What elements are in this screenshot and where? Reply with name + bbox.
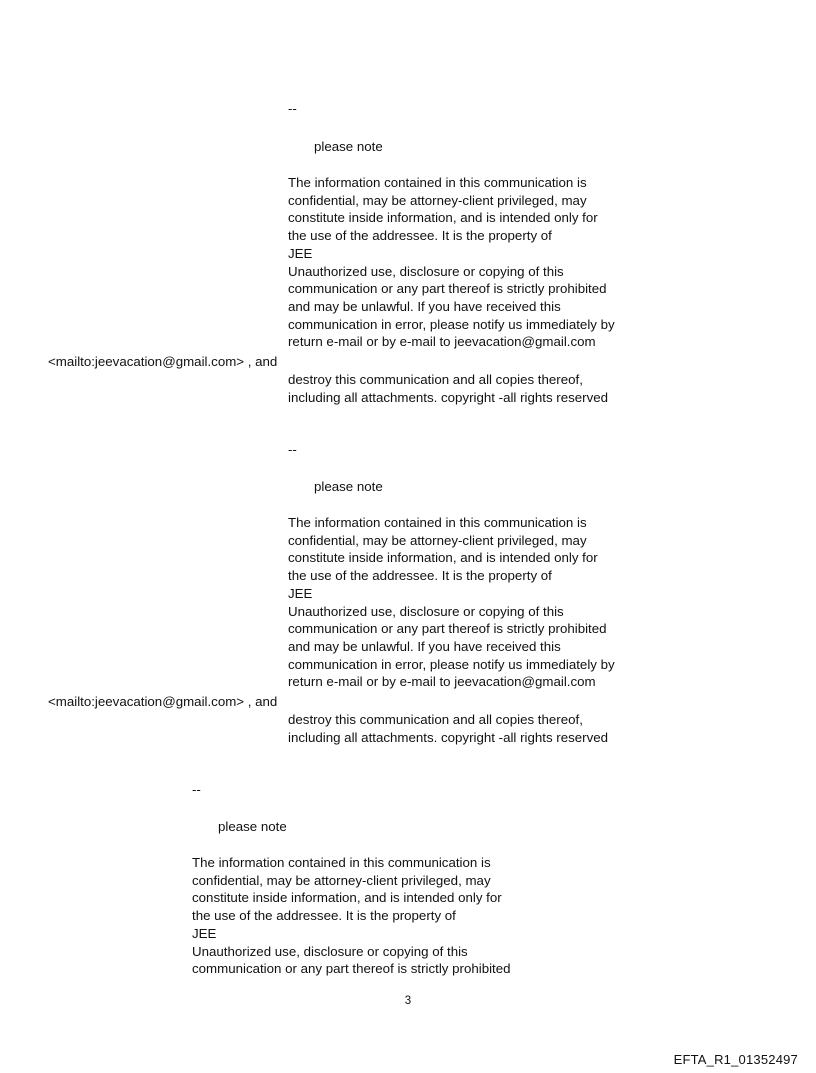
mailto-link-2[interactable]: <mailto:jeevacation@gmail.com> , and bbox=[48, 694, 278, 709]
disclaimer-line: communication or any part thereof is strictly prohibited bbox=[192, 961, 511, 977]
separator-3: -- bbox=[192, 782, 201, 797]
disclaimer-line: and may be unlawful. If you have received this bbox=[288, 298, 561, 314]
disclaimer-line: return e-mail or by e-mail to jeevacation@gmail.com bbox=[288, 674, 596, 690]
disclaimer-body-3 bbox=[192, 854, 511, 978]
mailto-link-1[interactable]: <mailto:jeevacation@gmail.com> , and bbox=[48, 354, 278, 369]
page-number: 3 bbox=[404, 995, 412, 1007]
disclaimer-line: The information contained in this communication is bbox=[288, 515, 587, 530]
disclaimer-line: constitute inside information, and is intended only for bbox=[288, 550, 598, 566]
disclaimer-line: confidential, may be attorney-client privileged, may bbox=[288, 192, 587, 208]
disclaimer-line: confidential, may be attorney-client privileged, may bbox=[288, 532, 587, 548]
separator-1: -- bbox=[288, 101, 297, 116]
closing-line: including all attachments. copyright -all rights reserved bbox=[288, 729, 609, 745]
disclaimer-line: JEE bbox=[288, 245, 313, 261]
note-heading-1: please note bbox=[314, 139, 383, 154]
disclaimer-body-2 bbox=[288, 514, 615, 691]
disclaimer-line: return e-mail or by e-mail to jeevacation@gmail.com bbox=[288, 334, 596, 350]
closing-2 bbox=[288, 711, 608, 746]
disclaimer-line: The information contained in this communication is bbox=[192, 855, 491, 870]
closing-line: destroy this communication and all copies thereof, bbox=[288, 712, 583, 727]
document-id: EFTA_R1_01352497 bbox=[673, 1052, 798, 1067]
closing-line: destroy this communication and all copies thereof, bbox=[288, 372, 583, 387]
disclaimer-line: JEE bbox=[288, 585, 313, 601]
disclaimer-line: Unauthorized use, disclosure or copying of this bbox=[288, 603, 564, 619]
disclaimer-line: Unauthorized use, disclosure or copying of this bbox=[288, 263, 564, 279]
disclaimer-line: communication or any part thereof is strictly prohibited bbox=[288, 621, 607, 637]
disclaimer-line: The information contained in this communication is bbox=[288, 175, 587, 190]
disclaimer-line: JEE bbox=[192, 925, 217, 941]
closing-line: including all attachments. copyright -all rights reserved bbox=[288, 389, 609, 405]
disclaimer-line: and may be unlawful. If you have received this bbox=[288, 638, 561, 654]
disclaimer-line: the use of the addressee. It is the property of bbox=[288, 228, 552, 244]
disclaimer-line: the use of the addressee. It is the property of bbox=[288, 568, 552, 584]
disclaimer-line: communication in error, please notify us immediately by bbox=[288, 316, 615, 332]
disclaimer-line: communication in error, please notify us immediately by bbox=[288, 656, 615, 672]
closing-1 bbox=[288, 371, 608, 406]
disclaimer-body-1 bbox=[288, 174, 615, 351]
note-heading-3: please note bbox=[218, 819, 287, 834]
disclaimer-line: confidential, may be attorney-client privileged, may bbox=[192, 872, 491, 888]
disclaimer-line: the use of the addressee. It is the property of bbox=[192, 908, 456, 924]
separator-2: -- bbox=[288, 442, 297, 457]
note-heading-2: please note bbox=[314, 479, 383, 494]
disclaimer-line: communication or any part thereof is strictly prohibited bbox=[288, 281, 607, 297]
disclaimer-line: Unauthorized use, disclosure or copying of this bbox=[192, 943, 468, 959]
disclaimer-line: constitute inside information, and is intended only for bbox=[288, 210, 598, 226]
disclaimer-line: constitute inside information, and is intended only for bbox=[192, 890, 502, 906]
